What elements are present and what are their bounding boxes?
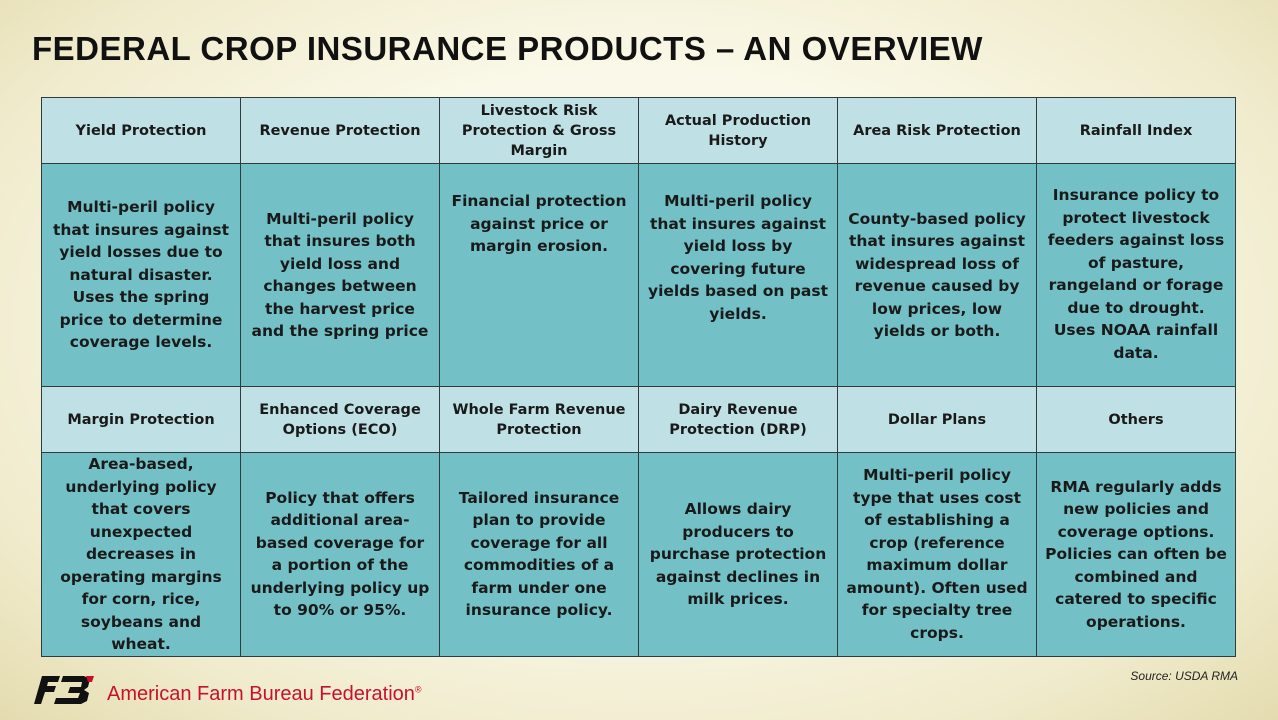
- product-header-area-risk-protection: Area Risk Protection: [838, 98, 1037, 164]
- product-header-whole-farm-revenue-protection: Whole Farm Revenue Protection: [440, 387, 639, 453]
- afbf-logo-icon: [34, 676, 94, 704]
- product-description-dairy-revenue-protection: Allows dairy producers to purchase protection against declines in milk prices.: [639, 453, 838, 657]
- product-description-revenue-protection: Multi-peril policy that insures both yield loss and changes between the harvest price and the spring price: [241, 164, 440, 387]
- organization-name: [107, 683, 422, 706]
- slide-title: FEDERAL CROP INSURANCE PRODUCTS – AN OVERVIEW: [32, 30, 983, 67]
- product-description-dollar-plans: Multi-peril policy type that uses cost of establishing a crop (reference maximum dollar amount). Often used for specialty tree crops.: [838, 453, 1037, 657]
- registered-mark: ®: [414, 684, 422, 695]
- header-row-2: [42, 387, 1236, 453]
- header-row-1: [42, 98, 1236, 164]
- product-header-dollar-plans: Dollar Plans: [838, 387, 1037, 453]
- product-description-yield-protection: Multi-peril policy that insures against yield losses due to natural disaster. Uses the spring price to determine coverage levels.: [42, 164, 241, 387]
- organization-name-text: American Farm Bureau Federation: [107, 683, 415, 705]
- product-header-actual-production-history: Actual Production History: [639, 98, 838, 164]
- product-description-enhanced-coverage-options: Policy that offers additional area-based coverage for a portion of the underlying policy up to 90% or 95%.: [241, 453, 440, 657]
- product-description-livestock-risk-protection: Financial protection against price or margin erosion.: [440, 164, 639, 387]
- product-description-rainfall-index: Insurance policy to protect livestock feeders against loss of pasture, rangeland or forage due to drought. Uses NOAA rainfall data.: [1037, 164, 1236, 387]
- products-table: [41, 97, 1236, 657]
- product-description-actual-production-history: Multi-peril policy that insures against yield loss by covering future yields based on past yields.: [639, 164, 838, 387]
- product-header-margin-protection: Margin Protection: [42, 387, 241, 453]
- description-row-2: [42, 453, 1236, 657]
- product-description-margin-protection: Area-based, underlying policy that covers unexpected decreases in operating margins for corn, rice, soybeans and wheat.: [42, 453, 241, 657]
- product-description-others: RMA regularly adds new policies and coverage options. Policies can often be combined and catered to specific operations.: [1037, 453, 1236, 657]
- product-header-others: Others: [1037, 387, 1236, 453]
- product-header-rainfall-index: Rainfall Index: [1037, 98, 1236, 164]
- product-header-revenue-protection: Revenue Protection: [241, 98, 440, 164]
- product-description-area-risk-protection: County-based policy that insures against widespread loss of revenue caused by low prices, low yields or both.: [838, 164, 1037, 387]
- product-header-dairy-revenue-protection: Dairy Revenue Protection (DRP): [639, 387, 838, 453]
- product-header-yield-protection: Yield Protection: [42, 98, 241, 164]
- product-description-whole-farm-revenue-protection: Tailored insurance plan to provide coverage for all commodities of a farm under one insurance policy.: [440, 453, 639, 657]
- product-header-livestock-risk-protection: Livestock Risk Protection & Gross Margin: [440, 98, 639, 164]
- product-header-enhanced-coverage-options: Enhanced Coverage Options (ECO): [241, 387, 440, 453]
- source-citation: Source: USDA RMA: [1130, 669, 1238, 683]
- description-row-1: [42, 164, 1236, 387]
